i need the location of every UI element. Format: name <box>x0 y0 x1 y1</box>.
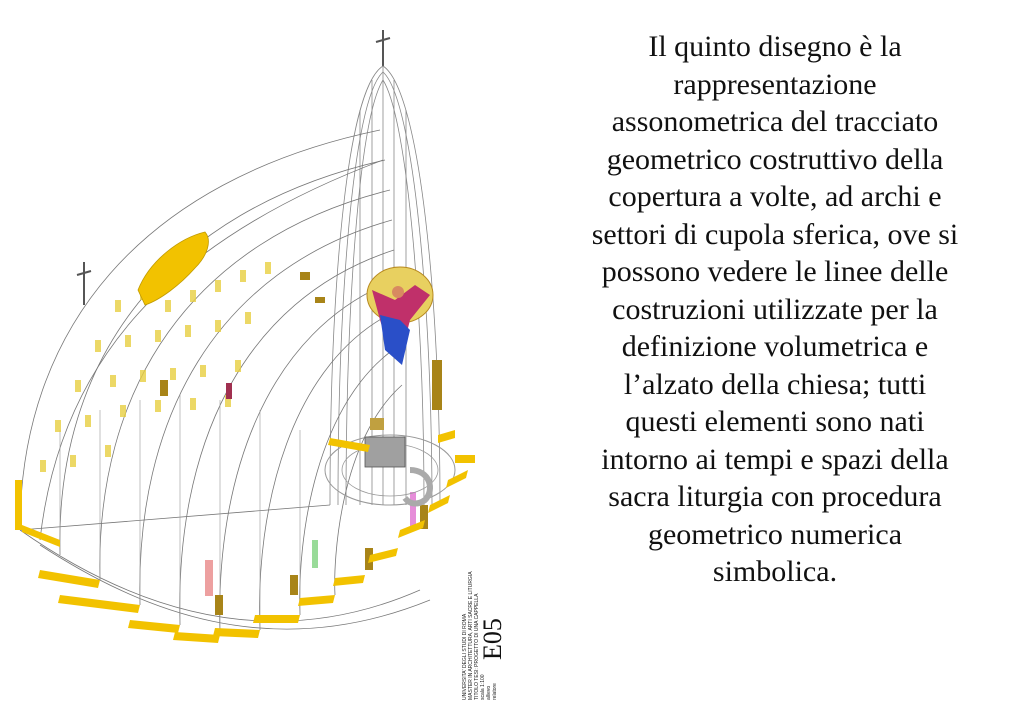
christ-figure <box>367 267 433 365</box>
description-text <box>535 28 1015 591</box>
description-line: settori di cupola sferica, ove si <box>591 217 959 251</box>
description-line: possono vedere le linee delle <box>601 255 949 288</box>
description-line: assonometrica del tracciato <box>611 105 939 138</box>
altar-area <box>325 418 455 505</box>
cross-icon-nave <box>77 262 91 305</box>
description-line: copertura a volte, ad archi e <box>608 180 942 213</box>
description-line: geometrico costruttivo della <box>606 142 944 176</box>
description-line: geometrico numerica <box>647 517 903 551</box>
caption-line: TITOLO TESI: PROGETTO DI UNA CAPPELLA <box>474 593 480 700</box>
flying-angel-figure <box>138 232 208 305</box>
cross-icon-tower <box>376 30 390 66</box>
description-line: costruzioni utilizzate per la <box>612 292 938 326</box>
arch-rib-verticals <box>60 395 300 635</box>
description-line: definizione volumetrica e <box>621 330 929 363</box>
sheet-caption-text <box>462 470 498 700</box>
caption-line: UNIVERSITA' DEGLI STUDI DI ROMA <box>462 613 468 700</box>
description-line: sacra liturgia con procedura <box>608 480 942 513</box>
description-line: rappresentazione <box>673 67 877 101</box>
description-line: Il quinto disegno è la <box>648 30 902 63</box>
caption-line: relatore <box>492 683 498 700</box>
description-line: questi elementi sono nati <box>625 405 925 438</box>
description-line: intorno ai tempi e spazi della <box>601 442 949 476</box>
description-line: l’alzato della chiesa; tutti <box>623 367 927 401</box>
description-line: simbolica. <box>712 555 838 588</box>
sheet-code: E05 <box>478 618 507 660</box>
caption-line: scala 1:100 <box>480 674 486 700</box>
caption-line: MASTER IN ARCHITETTURA, ARTI SACRE E LITURGIA <box>468 571 474 700</box>
caption-line: allievo <box>486 685 492 700</box>
painted-figures <box>205 383 416 596</box>
